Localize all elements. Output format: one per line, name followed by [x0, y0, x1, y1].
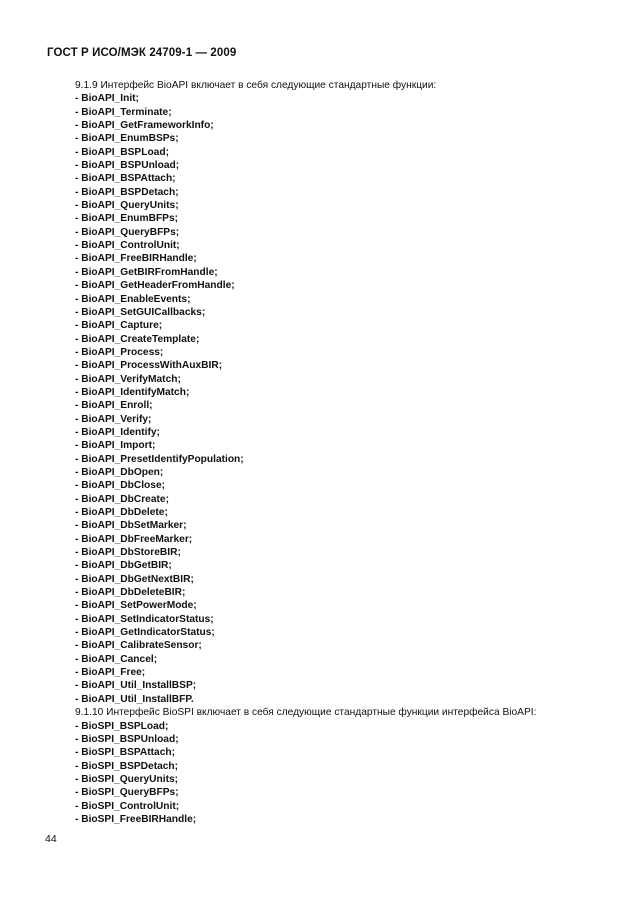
list-item: - BioAPI_Util_InstallBFP.	[75, 693, 194, 705]
list-item: - BioAPI_ControlUnit;	[75, 240, 180, 252]
list-item: - BioSPI_BSPLoad;	[75, 720, 169, 732]
list-item: - BioAPI_Identify;	[75, 426, 160, 438]
list-item: - BioAPI_DbOpen;	[75, 466, 164, 478]
list-item: - BioAPI_Util_InstallBSP;	[75, 680, 197, 692]
list-item: - BioAPI_DbDelete;	[75, 507, 168, 518]
list-item: - BioSPI_BSPUnload;	[75, 733, 179, 745]
list-item: - BioAPI_Process;	[75, 346, 164, 358]
function-list	[0, 720, 630, 827]
list-item: - BioAPI_IdentifyMatch;	[75, 386, 190, 398]
list-item: - BioSPI_FreeBIRHandle;	[75, 813, 197, 825]
list-item: - BioAPI_DbCreate;	[75, 493, 169, 505]
list-item: - BioAPI_FreeBIRHandle;	[75, 253, 197, 265]
list-item: - BioSPI_BSPAttach;	[75, 747, 175, 759]
list-item: - BioAPI_CalibrateSensor;	[75, 640, 202, 652]
list-item: - BioAPI_SetGUICallbacks;	[75, 306, 206, 318]
list-item: - BioAPI_DbStoreBIR;	[75, 547, 181, 559]
list-item: - BioAPI_BSPUnload;	[75, 160, 180, 172]
list-item: - BioAPI_ProcessWithAuxBIR;	[75, 360, 223, 372]
list-item: - BioAPI_DbClose;	[75, 480, 165, 492]
list-item: - BioAPI_QueryBFPs;	[75, 226, 180, 238]
list-item: - BioAPI_GetHeaderFromHandle;	[75, 280, 235, 292]
list-item: - BioSPI_QueryUnits;	[75, 773, 179, 785]
list-item: - BioAPI_PresetIdentifyPopulation;	[75, 453, 244, 465]
section-intro: 9.1.10 Интерфейс BioSPI включает в себя следующие стандартные функции интерфейса BioAPI:	[75, 707, 537, 719]
list-item: - BioAPI_SetPowerMode;	[75, 600, 197, 612]
list-item: - BioAPI_DbDeleteBIR;	[75, 587, 186, 599]
list-item: - BioAPI_DbFreeMarker;	[75, 533, 193, 545]
list-item: - BioAPI_Free;	[75, 667, 146, 679]
function-list	[0, 92, 630, 706]
list-item: - BioAPI_QueryUnits;	[75, 200, 179, 212]
page-number: 44	[45, 833, 57, 845]
list-item: - BioAPI_BSPAttach;	[75, 173, 176, 185]
list-item: - BioSPI_BSPDetach;	[75, 760, 179, 772]
list-item: - BioAPI_Verify;	[75, 413, 152, 425]
list-item: - BioSPI_ControlUnit;	[75, 800, 180, 812]
list-item: - BioAPI_BSPLoad;	[75, 146, 169, 158]
list-item: - BioAPI_EnableEvents;	[75, 293, 191, 305]
list-item: - BioAPI_GetFrameworkInfo;	[75, 120, 214, 132]
page-content	[0, 79, 630, 826]
page-header: ГОСТ Р ИСО/МЭК 24709-1 — 2009	[47, 47, 237, 59]
list-item: - BioSPI_QueryBFPs;	[75, 787, 179, 799]
list-item: - BioAPI_SetIndicatorStatus;	[75, 613, 214, 625]
section-intro: 9.1.9 Интерфейс BioAPI включает в себя следующие стандартные функции:	[75, 80, 437, 91]
list-item: - BioAPI_Import;	[75, 440, 156, 452]
list-item: - BioAPI_GetBIRFromHandle;	[75, 266, 218, 278]
list-item: - BioAPI_EnumBFPs;	[75, 213, 179, 225]
list-item: - BioAPI_BSPDetach;	[75, 186, 179, 198]
list-item: - BioAPI_DbGetNextBIR;	[75, 573, 194, 585]
list-item: - BioAPI_GetIndicatorStatus;	[75, 627, 215, 639]
section-9-1-9	[0, 79, 630, 706]
list-item: - BioAPI_DbSetMarker;	[75, 520, 187, 532]
list-item: - BioAPI_Cancel;	[75, 653, 158, 665]
list-item: - BioAPI_Enroll;	[75, 400, 153, 412]
list-item: - BioAPI_DbGetBIR;	[75, 560, 172, 572]
list-item: - BioAPI_Capture;	[75, 320, 163, 332]
list-item: - BioAPI_EnumBSPs;	[75, 133, 179, 145]
list-item: - BioAPI_CreateTemplate;	[75, 333, 200, 345]
list-item: - BioAPI_Terminate;	[75, 106, 172, 118]
list-item: - BioAPI_VerifyMatch;	[75, 373, 181, 385]
list-item: - BioAPI_Init;	[75, 93, 139, 105]
section-9-1-10	[0, 706, 630, 826]
